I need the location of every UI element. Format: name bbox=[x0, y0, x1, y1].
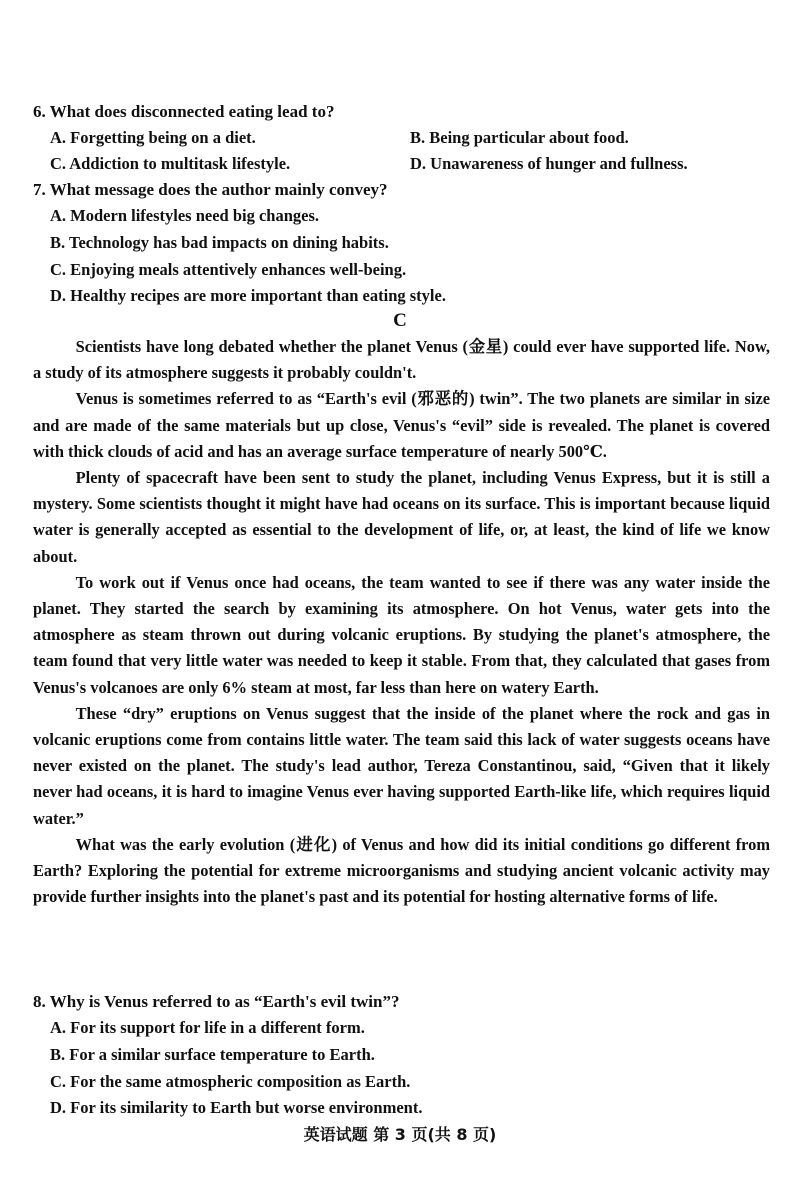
page-footer: 英语试题 第 3 页(共 8 页) bbox=[303, 1125, 497, 1144]
reading-passage bbox=[33, 334, 770, 910]
question-6-option-d: D. Unawareness of hunger and fullness. bbox=[410, 154, 688, 173]
passage-paragraph-3: Plenty of spacecraft have been sent to study the planet, including Venus Express, but it is still a mystery. Some scientists thought it might have had oceans on its surface. This is important because liquid water is generally accepted as essential to the development of life, or, at least, the kind of life we know about. bbox=[33, 468, 770, 566]
question-6-option-b: B. Being particular about food. bbox=[410, 128, 629, 147]
passage-paragraph-6: What was the early evolution (进化) of Venus and how did its initial conditions go different from Earth? Exploring the potential for extreme microorganisms and studying ancient volcanic activity may provide further insights into the planet's past and its potential for hosting alternative forms of life. bbox=[33, 834, 770, 907]
passage-paragraph-1: Scientists have long debated whether the planet Venus (金星) could ever have supported life. Now, a study of its atmosphere suggests it probably couldn't. bbox=[33, 337, 770, 383]
question-7-option-d: D. Healthy recipes are more important than eating style. bbox=[50, 286, 446, 305]
question-6-option-a: A. Forgetting being on a diet. bbox=[50, 128, 256, 147]
question-8-option-d: D. For its similarity to Earth but worse environment. bbox=[50, 1098, 423, 1117]
section-heading: C bbox=[393, 310, 407, 331]
question-7-option-b: B. Technology has bad impacts on dining habits. bbox=[50, 233, 389, 252]
question-7-option-c: C. Enjoying meals attentively enhances well-being. bbox=[50, 260, 407, 279]
question-8-option-b: B. For a similar surface temperature to Earth. bbox=[50, 1045, 375, 1064]
question-6-option-c: C. Addiction to multitask lifestyle. bbox=[50, 154, 291, 173]
passage-paragraph-2: Venus is sometimes referred to as “Earth's evil (邪恶的) twin”. The two planets are similar in size and are made of the same materials but up close, Venus's “evil” side is revealed. The planet is covered with thick clouds of acid and has an average surface temperature of nearly 500℃. bbox=[33, 389, 770, 461]
question-8-option-a: A. For its support for life in a different form. bbox=[50, 1018, 365, 1037]
question-8-stem: 8. Why is Venus referred to as “Earth's evil twin”? bbox=[33, 992, 400, 1011]
question-6-stem: 6. What does disconnected eating lead to? bbox=[33, 102, 335, 121]
question-7-stem: 7. What message does the author mainly convey? bbox=[33, 180, 388, 199]
passage-paragraph-5: These “dry” eruptions on Venus suggest that the inside of the planet where the rock and gas in volcanic eruptions come from contains little water. The team said this lack of water suggests oceans have never existed on the planet. The study's lead author, Tereza Constantinou, said, “Given that it likely never had oceans, it is hard to imagine Venus ever having supported Earth-like life, which requires liquid water.” bbox=[33, 703, 770, 828]
question-8-option-c: C. For the same atmospheric composition as Earth. bbox=[50, 1072, 411, 1091]
question-7-option-a: A. Modern lifestyles need big changes. bbox=[50, 206, 320, 225]
passage-paragraph-4: To work out if Venus once had oceans, the team wanted to see if there was any water inside the planet. They started the search by examining its atmosphere. On hot Venus, water gets into the atmosphere as steam thrown out during volcanic eruptions. By studying the planet's atmosphere, the team found that very little water was needed to keep it stable. From that, they calculated that gases from Venus's volcanoes are only 6% steam at most, far less than here on watery Earth. bbox=[33, 572, 770, 697]
